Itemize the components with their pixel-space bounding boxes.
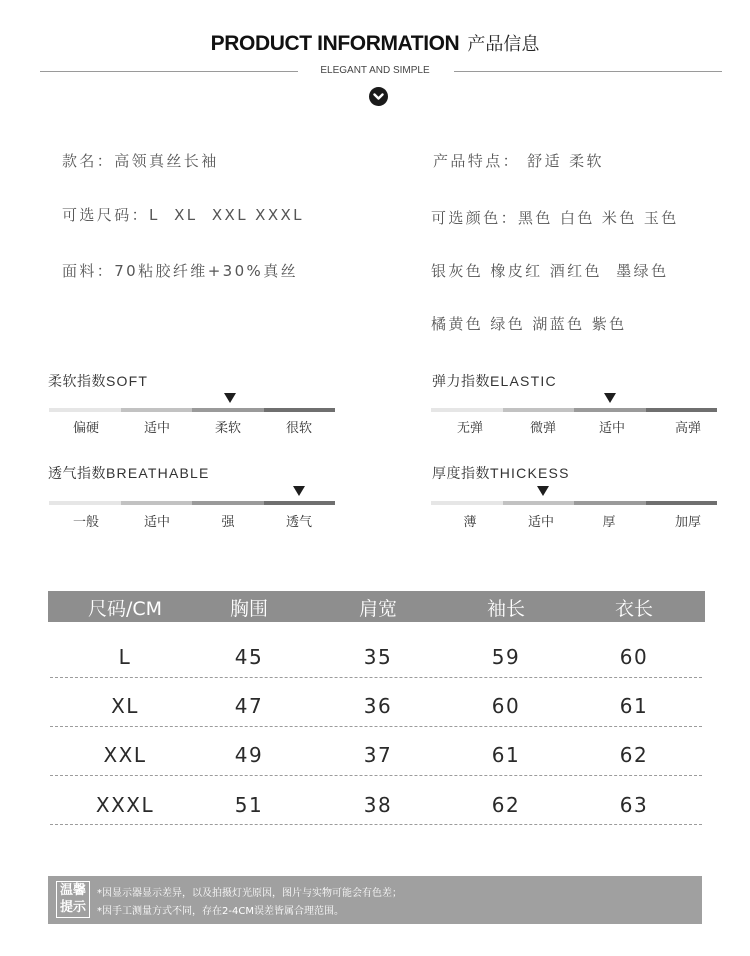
table-cell: 47 [234, 694, 264, 718]
index-level: 强 [221, 515, 235, 530]
table-cell: 62 [619, 743, 649, 767]
attr-fabric: 面料：70粘胶纤维+30%真丝 [62, 262, 298, 280]
table-header-cell: 胸围 [229, 598, 268, 620]
attr-sizes: 可选尺码：L XL XXL XXXL [62, 206, 304, 224]
table-cell: 62 [491, 793, 521, 817]
index-level: 适中 [527, 515, 554, 530]
table-cell: 37 [363, 743, 393, 767]
table-cell: 38 [363, 793, 393, 817]
index-label-en: ELASTIC [490, 373, 557, 389]
table-cell: 45 [234, 645, 264, 669]
row-divider [50, 775, 702, 776]
table-cell: 51 [234, 793, 264, 817]
index-level: 微弹 [529, 421, 556, 436]
index-level: 薄 [463, 515, 477, 530]
table-cell: 35 [363, 645, 393, 669]
index-track-breathable [49, 501, 335, 505]
notice-label-top: 温馨 [59, 883, 86, 898]
triangle-down-icon [604, 393, 616, 403]
attr-features: 产品特点： 舒适 柔软 [433, 152, 604, 170]
table-header-cell: 肩宽 [358, 598, 397, 620]
index-level: 适中 [598, 421, 625, 436]
table-cell: 61 [619, 694, 649, 718]
index-track-thickness [431, 501, 717, 505]
attr-style: 款名：高领真丝长袖 [62, 152, 219, 170]
index-label-thickness [432, 463, 570, 483]
index-label-cn: 柔软指数 [48, 374, 106, 390]
index-track-soft [49, 408, 335, 412]
notice-line-2: *因手工测量方式不同，存在2-4CM误差皆属合理范围。 [97, 906, 344, 917]
table-header-cell: 袖长 [486, 598, 525, 620]
index-label-cn: 厚度指数 [432, 466, 490, 482]
table-header-cell: 衣长 [614, 598, 653, 620]
index-label-en: SOFT [106, 373, 149, 389]
index-label-soft [48, 371, 148, 391]
table-cell: XXL [103, 743, 147, 767]
attr-colors-line3: 橘黄色 绿色 湖蓝色 紫色 [431, 315, 627, 333]
triangle-down-icon [293, 486, 305, 496]
table-cell: XL [111, 694, 139, 718]
table-cell: 60 [619, 645, 649, 669]
subtitle: ELEGANT AND SIMPLE [320, 65, 430, 76]
index-label-cn: 弹力指数 [432, 374, 490, 390]
table-cell: 59 [491, 645, 521, 669]
table-cell: 60 [491, 694, 521, 718]
attr-colors-line1: 可选颜色：黑色 白色 米色 玉色 [431, 209, 679, 227]
index-level: 偏硬 [72, 421, 99, 436]
row-divider [50, 677, 702, 678]
index-label-breathable [48, 463, 210, 483]
index-level: 适中 [143, 421, 170, 436]
index-level: 无弹 [456, 421, 483, 436]
triangle-down-icon [537, 486, 549, 496]
table-cell: 49 [234, 743, 264, 767]
index-level: 一般 [72, 515, 99, 530]
row-divider [50, 824, 702, 825]
index-level: 高弹 [674, 421, 701, 436]
table-cell: L [118, 645, 132, 669]
index-label-en: BREATHABLE [106, 465, 210, 481]
index-level: 透气 [285, 515, 312, 530]
triangle-down-icon [224, 393, 236, 403]
title-chinese: 产品信息 [467, 34, 540, 55]
notice-label [56, 881, 90, 918]
notice-label-bottom: 提示 [59, 900, 86, 915]
index-track-elastic [431, 408, 717, 412]
index-label-elastic [432, 371, 557, 391]
table-cell: 63 [619, 793, 649, 817]
notice-line-1: *因显示器显示差异，以及拍摄灯光原因，图片与实物可能会有色差； [97, 888, 402, 899]
table-cell: XXXL [95, 793, 155, 817]
chevron-down-circle-icon [369, 87, 388, 106]
index-level: 厚 [602, 515, 616, 530]
row-divider [50, 726, 702, 727]
page-title [0, 30, 750, 56]
index-level: 适中 [143, 515, 170, 530]
table-cell: 36 [363, 694, 393, 718]
title-english: PRODUCT INFORMATION [210, 32, 460, 55]
index-label-cn: 透气指数 [48, 466, 106, 482]
index-level: 加厚 [674, 515, 701, 530]
attr-colors-line2: 银灰色 橡皮红 酒红色 墨绿色 [431, 262, 669, 280]
index-label-en: THICKESS [490, 465, 570, 481]
table-cell: 61 [491, 743, 521, 767]
table-header-cell: 尺码/CM [87, 598, 163, 620]
index-level: 很软 [285, 421, 312, 436]
index-level: 柔软 [214, 421, 241, 436]
